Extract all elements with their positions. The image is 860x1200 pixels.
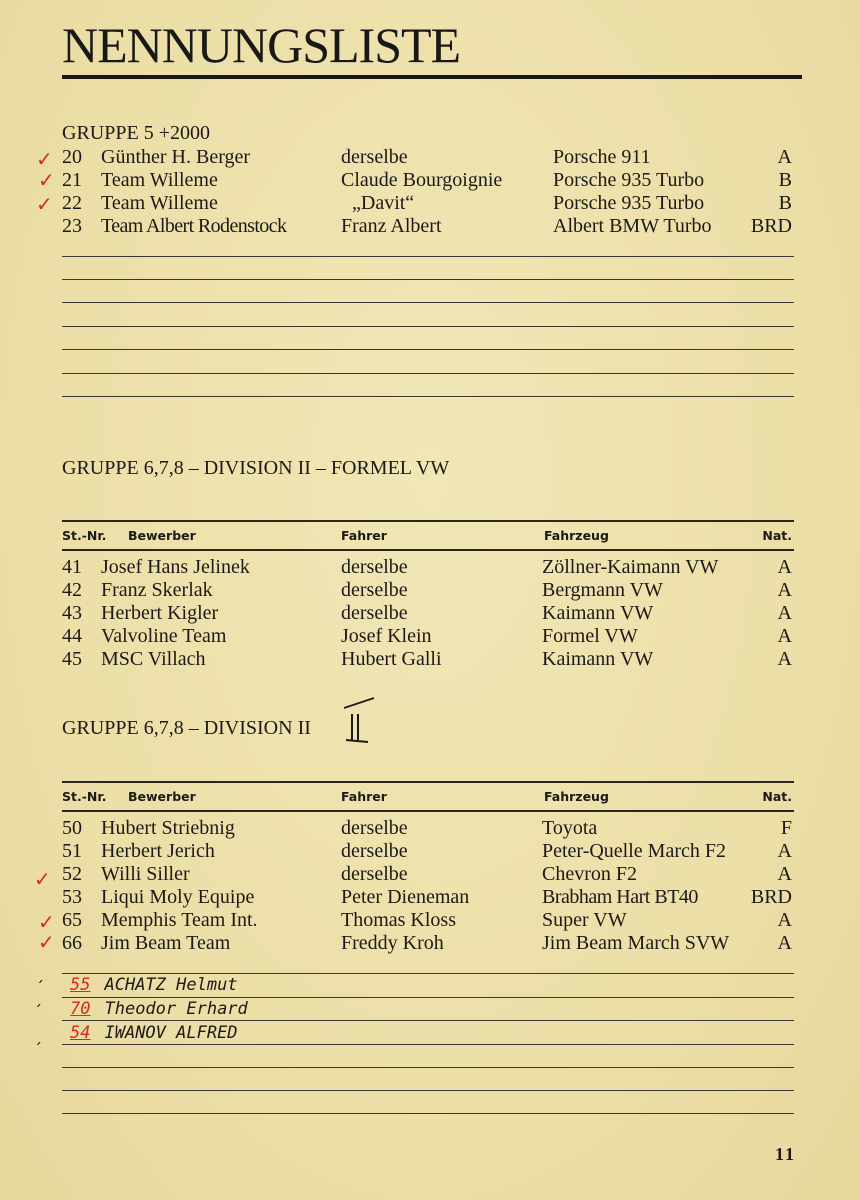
header-start-number: St.-Nr.: [62, 528, 107, 543]
page-title: NENNUNGSLISTE: [62, 17, 461, 73]
driver: Peter Dieneman: [341, 886, 470, 908]
start-number: 45: [62, 648, 82, 670]
table-row: [62, 602, 794, 625]
header-driver: Fahrer: [341, 789, 387, 804]
vehicle: Super VW: [542, 909, 627, 931]
driver: derselbe: [341, 840, 408, 862]
vehicle: Formel VW: [542, 625, 638, 647]
handwritten-entry: [70, 1022, 238, 1044]
entrant: Team Willeme: [101, 169, 218, 191]
driver: derselbe: [341, 146, 408, 168]
handwritten-start-number: 55: [70, 975, 91, 995]
title-rule: [62, 75, 802, 79]
start-number: 52: [62, 863, 82, 885]
handwritten-start-number: 54: [70, 1023, 91, 1043]
table-row: [62, 169, 794, 192]
header-start-number: St.-Nr.: [62, 789, 107, 804]
blank-line: [62, 997, 794, 998]
blank-line: [62, 1020, 794, 1021]
table-header: [62, 527, 794, 545]
blank-line: [62, 326, 794, 327]
header-rule: [62, 549, 794, 551]
handwritten-name: ACHATZ Helmut: [104, 975, 238, 995]
blank-line: [62, 256, 794, 257]
table-row: [62, 579, 794, 602]
start-number: 65: [62, 909, 82, 931]
vehicle: Porsche 911: [553, 146, 651, 168]
start-number: 23: [62, 215, 82, 237]
red-checkmark-icon: ✓: [36, 147, 53, 171]
header-entrant: Bewerber: [128, 789, 196, 804]
pen-tick-icon: ˏ: [34, 988, 42, 1007]
start-number: 41: [62, 556, 82, 578]
start-number: 53: [62, 886, 82, 908]
group2-title: GRUPPE 6,7,8 – DIVISION II – FORMEL VW: [62, 457, 450, 479]
blank-line: [62, 973, 794, 974]
vehicle: Chevron F2: [542, 863, 637, 885]
table-header: [62, 788, 794, 806]
vehicle: Zöllner-Kaimann VW: [542, 556, 719, 578]
header-rule: [62, 781, 794, 783]
nationality: A: [777, 932, 792, 954]
handwritten-name: IWANOV ALFRED: [104, 1023, 238, 1043]
vehicle: Jim Beam March SVW: [542, 932, 730, 954]
table-row: [62, 909, 794, 932]
vehicle: Kaimann VW: [542, 648, 654, 670]
driver: derselbe: [341, 817, 408, 839]
start-number: 66: [62, 932, 82, 954]
handwritten-entry: [70, 974, 238, 996]
entrant: Hubert Striebnig: [101, 817, 235, 839]
nationality: BRD: [750, 215, 792, 237]
group3-title: GRUPPE 6,7,8 – DIVISION II: [62, 717, 311, 739]
table-row: [62, 215, 794, 238]
table-row: [62, 817, 794, 840]
nationality: B: [778, 169, 792, 191]
start-number: 21: [62, 169, 82, 191]
driver: derselbe: [341, 863, 408, 885]
nationality: A: [777, 556, 792, 578]
nationality: A: [777, 840, 792, 862]
entrant: Herbert Jerich: [101, 840, 215, 862]
pen-tick-icon: ˏ: [36, 964, 44, 983]
start-number: 42: [62, 579, 82, 601]
blank-line: [62, 396, 794, 397]
start-number: 22: [62, 192, 82, 214]
handwritten-correction-mark: [338, 694, 382, 746]
red-checkmark-icon: ✓: [38, 168, 55, 192]
entrant: Willi Siller: [101, 863, 190, 885]
driver: „Davit“: [352, 192, 415, 214]
driver: Freddy Kroh: [341, 932, 444, 954]
table-row: [62, 886, 794, 909]
vehicle: Peter-Quelle March F2: [542, 840, 726, 862]
vehicle: Brabham Hart BT40: [542, 886, 698, 908]
header-rule: [62, 520, 794, 522]
entrant: Liqui Moly Equipe: [101, 886, 255, 908]
entrant: Günther H. Berger: [101, 146, 251, 168]
nationality: A: [777, 146, 792, 168]
table-row: [62, 625, 794, 648]
page-number: 11: [774, 1144, 796, 1164]
table-row: [62, 192, 794, 215]
start-number: 44: [62, 625, 82, 647]
driver: Hubert Galli: [341, 648, 442, 670]
table-row: [62, 840, 794, 863]
vehicle: Albert BMW Turbo: [553, 215, 712, 237]
driver: derselbe: [341, 556, 408, 578]
table-row: [62, 146, 794, 169]
handwritten-entry: [70, 998, 248, 1020]
nationality: A: [777, 602, 792, 624]
entrant: Herbert Kigler: [101, 602, 219, 624]
header-nationality: Nat.: [762, 528, 792, 543]
blank-line: [62, 373, 794, 374]
table-row: [62, 648, 794, 671]
vehicle: Bergmann VW: [542, 579, 663, 601]
entrant: Jim Beam Team: [101, 932, 231, 954]
entrant: Josef Hans Jelinek: [101, 556, 250, 578]
nationality: A: [777, 625, 792, 647]
blank-line: [62, 349, 794, 350]
red-checkmark-icon: ✓: [38, 910, 55, 934]
entrant: Team Willeme: [101, 192, 218, 214]
blank-line: [62, 1067, 794, 1068]
driver: Claude Bourgoignie: [341, 169, 503, 191]
nationality: A: [777, 579, 792, 601]
entrant: Valvoline Team: [101, 625, 227, 647]
vehicle: Toyota: [542, 817, 598, 839]
start-number: 20: [62, 146, 82, 168]
nationality: F: [780, 817, 792, 839]
header-entrant: Bewerber: [128, 528, 196, 543]
header-rule: [62, 810, 794, 812]
pen-tick-icon: ˏ: [34, 1026, 42, 1045]
start-number: 43: [62, 602, 82, 624]
blank-line: [62, 1113, 794, 1114]
nationality: A: [777, 909, 792, 931]
blank-line: [62, 1044, 794, 1045]
header-driver: Fahrer: [341, 528, 387, 543]
driver: Thomas Kloss: [341, 909, 456, 931]
vehicle: Kaimann VW: [542, 602, 654, 624]
entrant: Franz Skerlak: [101, 579, 213, 601]
entrant: Memphis Team Int.: [101, 909, 258, 931]
group1-title: GRUPPE 5 +2000: [62, 122, 210, 144]
table-row: [62, 932, 794, 955]
nationality: A: [777, 648, 792, 670]
header-vehicle: Fahrzeug: [544, 528, 609, 543]
table-row: [62, 863, 794, 886]
blank-line: [62, 302, 794, 303]
red-checkmark-icon: ✓: [34, 867, 51, 891]
vehicle: Porsche 935 Turbo: [553, 192, 705, 214]
start-number: 50: [62, 817, 82, 839]
table-row: [62, 556, 794, 579]
driver: derselbe: [341, 602, 408, 624]
handwritten-name: Theodor Erhard: [104, 999, 248, 1019]
driver: derselbe: [341, 579, 408, 601]
nationality: BRD: [750, 886, 792, 908]
driver: Franz Albert: [341, 215, 442, 237]
blank-line: [62, 279, 794, 280]
red-checkmark-icon: ✓: [36, 192, 53, 216]
header-nationality: Nat.: [762, 789, 792, 804]
handwritten-start-number: 70: [70, 999, 91, 1019]
header-vehicle: Fahrzeug: [544, 789, 609, 804]
blank-line: [62, 1090, 794, 1091]
entrant: MSC Villach: [101, 648, 206, 670]
red-checkmark-icon: ✓: [38, 930, 55, 954]
vehicle: Porsche 935 Turbo: [553, 169, 705, 191]
nationality: A: [777, 863, 792, 885]
driver: Josef Klein: [341, 625, 432, 647]
entrant: Team Albert Rodenstock: [101, 215, 287, 237]
start-number: 51: [62, 840, 82, 862]
nationality: B: [778, 192, 792, 214]
